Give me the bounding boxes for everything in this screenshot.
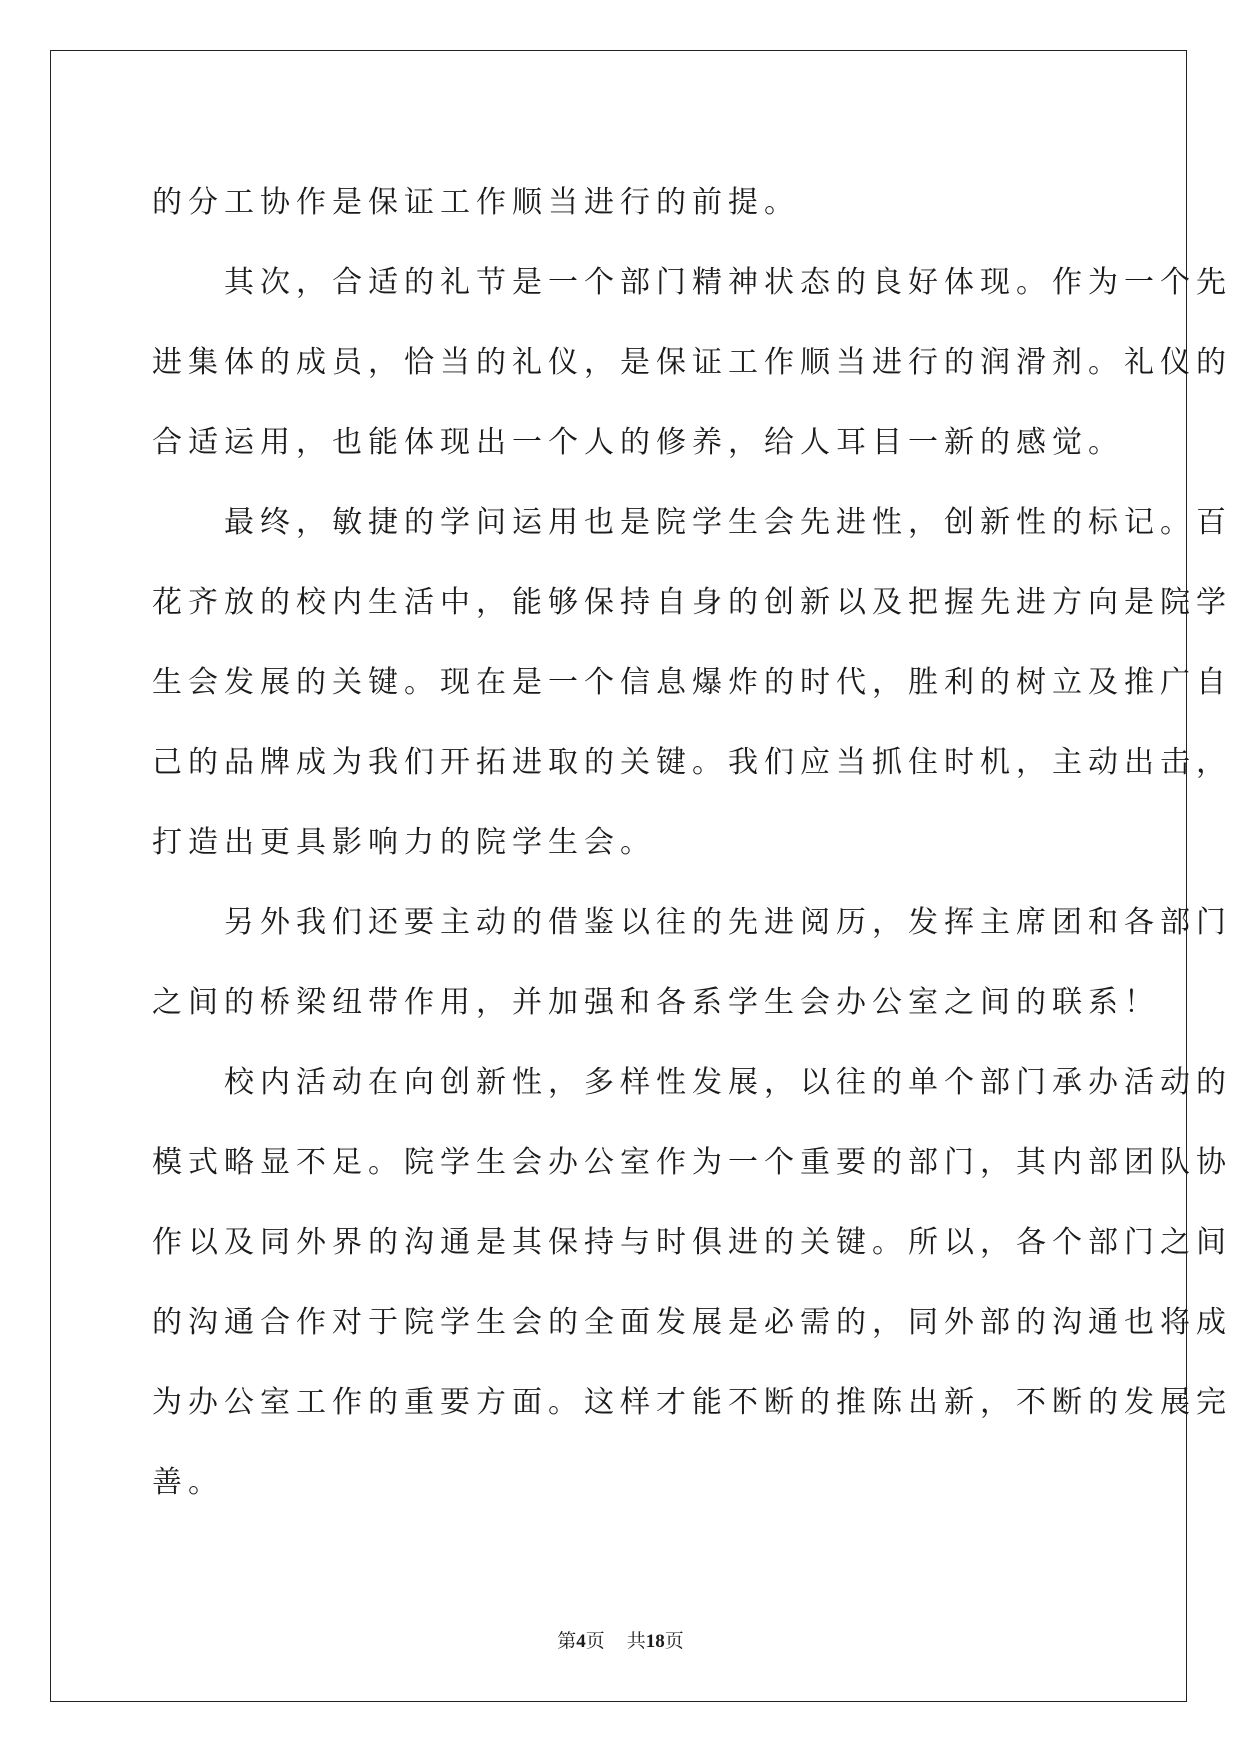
text-line: 模式略显不足。院学生会办公室作为一个重要的部门，其内部团队协 bbox=[152, 1145, 1232, 1180]
document-body bbox=[152, 163, 1232, 1523]
page-number: 4 bbox=[576, 1631, 586, 1652]
total-prefix: 共 bbox=[626, 1631, 646, 1652]
text-line: 打造出更具影响力的院学生会。 bbox=[152, 825, 656, 860]
page-footer bbox=[0, 1626, 1241, 1653]
text-line: 另外我们还要主动的借鉴以往的先进阅历，发挥主席团和各部门 bbox=[152, 905, 1232, 940]
text-line: 进集体的成员，恰当的礼仪，是保证工作顺当进行的润滑剂。礼仪的 bbox=[152, 345, 1232, 380]
page-suffix: 页 bbox=[585, 1631, 605, 1652]
text-line: 最终，敏捷的学问运用也是院学生会先进性，创新性的标记。百 bbox=[152, 505, 1232, 540]
text-line: 的分工协作是保证工作顺当进行的前提。 bbox=[152, 185, 800, 220]
text-line: 为办公室工作的重要方面。这样才能不断的推陈出新，不断的发展完 bbox=[152, 1385, 1232, 1420]
text-line: 作以及同外界的沟通是其保持与时俱进的关键。所以，各个部门之间 bbox=[152, 1225, 1232, 1260]
text-line: 之间的桥梁纽带作用，并加强和各系学生会办公室之间的联系！ bbox=[152, 985, 1160, 1020]
total-pages: 18 bbox=[645, 1631, 665, 1652]
text-line: 合适运用，也能体现出一个人的修养，给人耳目一新的感觉。 bbox=[152, 425, 1124, 460]
text-line: 花齐放的校内生活中，能够保持自身的创新以及把握先进方向是院学 bbox=[152, 585, 1232, 620]
text-line: 校内活动在向创新性，多样性发展，以往的单个部门承办活动的 bbox=[152, 1065, 1232, 1100]
text-line: 的沟通合作对于院学生会的全面发展是必需的，同外部的沟通也将成 bbox=[152, 1305, 1232, 1340]
page-prefix: 第 bbox=[557, 1631, 577, 1652]
text-line: 己的品牌成为我们开拓进取的关键。我们应当抓住时机，主动出击， bbox=[152, 745, 1232, 780]
text-line: 善。 bbox=[152, 1465, 224, 1500]
text-line: 其次，合适的礼节是一个部门精神状态的良好体现。作为一个先 bbox=[152, 265, 1232, 300]
total-suffix: 页 bbox=[664, 1631, 684, 1652]
text-line: 生会发展的关键。现在是一个信息爆炸的时代，胜利的树立及推广自 bbox=[152, 665, 1232, 700]
